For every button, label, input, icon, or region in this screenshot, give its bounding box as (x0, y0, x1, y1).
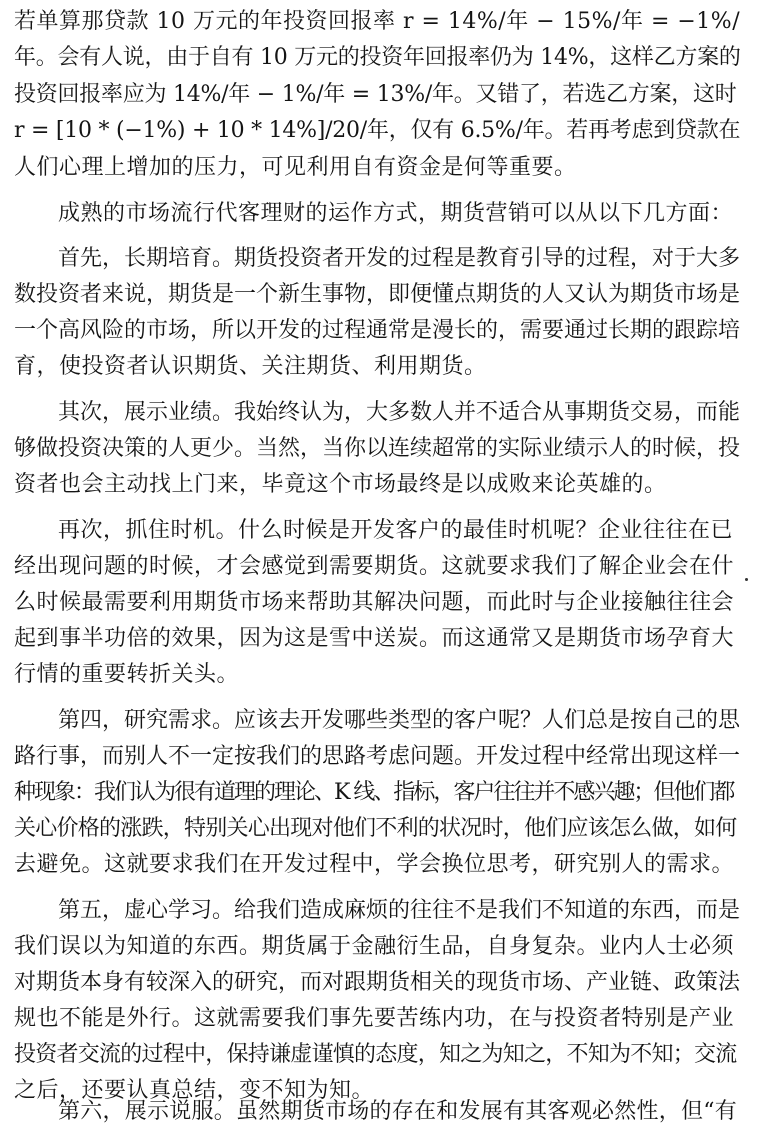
text-line: 之后，还要认真总结，变不知为知。 (14, 1078, 375, 1103)
text-line: 投资者交流的过程中，保持谦虚谨慎的态度，知之为知之，不知为不知；交流 (14, 1042, 737, 1067)
text-line: 路行事，而别人不一定按我们的思路考虑问题。开发过程中经常出现这样一 (14, 744, 741, 769)
text-line: 够做投资决策的人更少。当然，当你以连续超常的实际业绩示人的时候，投 (14, 436, 741, 461)
text-line: 经出现问题的时候，才会感觉到需要期货。这就要求我们了解企业会在什 (14, 554, 735, 579)
text-line: 去避免。这就要求我们在开发过程中，学会换位思考，研究别人的需求。 (14, 852, 735, 877)
text-line: 投资回报率应为 14%/年 − 1%/年 = 13%/年。又错了，若选乙方案，这时 (14, 82, 737, 107)
text-line: 数投资者来说，期货是一个新生事物，即便懂点期货的人又认为期货市场是 (14, 282, 741, 307)
text-line: 么时候最需要利用期货市场来帮助其解决问题，而此时与企业接触往往会 (14, 590, 735, 615)
paragraph-first-line: 再次，抓住时机。什么时候是开发客户的最佳时机呢？企业往往在已 (58, 518, 734, 543)
paragraph-first-line: 第六，展示说服。虽然期货市场的存在和发展有其客观必然性，但“有 (58, 1099, 737, 1124)
text-line: 一个高风险的市场，所以开发的过程通常是漫长的，需要通过长期的跟踪培 (14, 318, 741, 343)
scan-speck (745, 578, 748, 581)
text-line: r = [10 * (−1%) + 10 * 14%]/20/年，仅有 6.5%/年。若再考虑到贷款在 (14, 118, 741, 143)
text-line: 人们心理上增加的压力，可见利用自有资金是何等重要。 (14, 155, 577, 180)
text-line: 规也不能是外行。这就需要我们事先要苦练内功，在与投资者特别是产业 (14, 1006, 735, 1031)
paragraph-first-line: 成熟的市场流行代客理财的运作方式，期货营销可以从以下几方面： (58, 201, 734, 226)
text-line: 年。会有人说，由于自有 10 万元的投资年回报率仍为 14%，这样乙方案的 (14, 45, 741, 70)
text-line: 若单算那贷款 10 万元的年投资回报率 r = 14%/年 − 15%/年 = −1%/ (14, 9, 741, 34)
text-line: 育，使投资者认识期货、关注期货、利用期货。 (14, 354, 487, 379)
text-line: 我们误以为知道的东西。期货属于金融衍生品，自身复杂。业内人士必须 (14, 934, 735, 959)
paragraph-first-line: 首先，长期培育。期货投资者开发的过程是教育引导的过程，对于大多 (58, 246, 741, 271)
paragraph-first-line: 第四，研究需求。应该去开发哪些类型的客户呢？人们总是按自己的思 (58, 708, 741, 733)
text-line: 种现象：我们认为很有道理的理论、K 线、指标，客户往往并不感兴趣；但他们都 (14, 780, 734, 805)
paragraph-first-line: 其次，展示业绩。我始终认为，大多数人并不适合从事期货交易，而能 (58, 400, 741, 425)
text-line: 起到事半功倍的效果，因为这是雪中送炭。而这通常又是期货市场孕育大 (14, 626, 735, 651)
paragraph-first-line: 第五，虚心学习。给我们造成麻烦的往往不是我们不知道的东西，而是 (58, 898, 741, 923)
text-line: 对期货本身有较深入的研究，而对跟期货相关的现货市场、产业链、政策法 (14, 970, 741, 995)
text-line: 行情的重要转折关头。 (14, 662, 240, 687)
text-line: 关心价格的涨跌，特别关心出现对他们不利的状况时，他们应该怎么做，如何 (14, 816, 737, 841)
text-line: 资者也会主动找上门来，毕竟这个市场最终是以成败来论英雄的。 (14, 472, 667, 497)
